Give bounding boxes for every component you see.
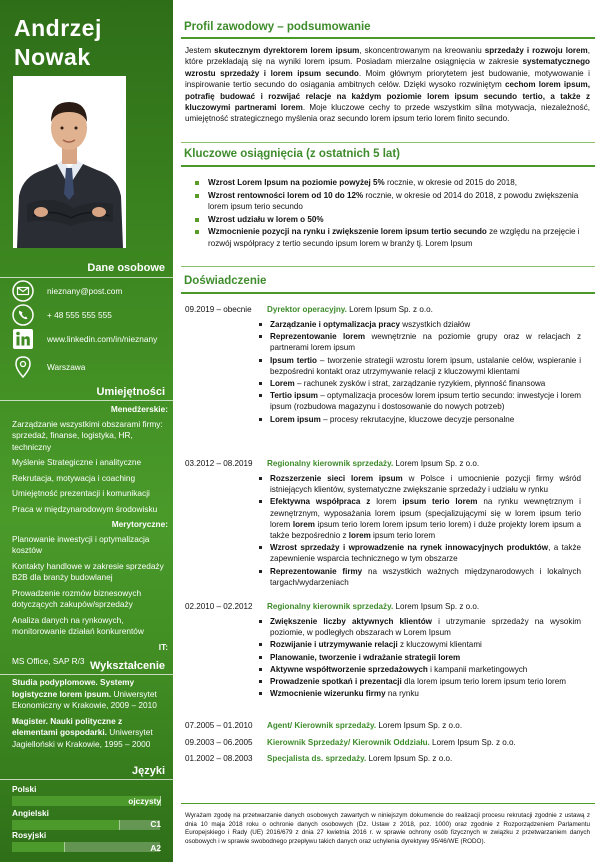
achievements-title: Kluczowe osiągnięcia (z ostatnich 5 lat) — [184, 148, 400, 160]
phone-text: + 48 555 555 555 — [47, 310, 112, 320]
language-level: ojczysty — [128, 796, 161, 806]
first-name: Andrzej — [14, 15, 102, 41]
education-item: Studia podyplomowe. Systemy logistyczne lorem ipsum. Uniwersytet Ekonomiczny w Krakowie, 2009 – 2010 — [12, 677, 157, 710]
duty-item: Ipsum tertio – tworzenie strategii wzrostu lorem ipsum, ustalanie celów, wspieranie i bezpośredni kontakt oraz utrzymywanie relacji z kluczowymi klientami — [259, 355, 581, 377]
job-title: Dyrektor operacyjny. Lorem Ipsum Sp. z o.o. — [267, 305, 433, 314]
divider — [0, 674, 173, 675]
skill-item: Umiejętność prezentacji i komunikacji — [12, 488, 150, 498]
section-divider — [181, 292, 595, 294]
location-pin-icon — [12, 356, 34, 378]
language-level: A2 — [150, 843, 161, 853]
section-divider — [181, 142, 595, 143]
divider — [0, 779, 173, 780]
skill-item: Prowadzenie rozmów biznesowych dotyczących zakupów/sprzedaży — [12, 587, 142, 609]
language-fill — [12, 820, 120, 830]
achievement-item: Wzmocnienie pozycji na rynku i zwiększenie lorem ipsum tertio secundo ze względu na przejęcie i rozwój współpracy z tertio secundo ipsum lorem w branży tj. Lorem Ipsum — [195, 226, 590, 249]
duty-item: Wzmocnienie wizerunku firmy na rynku — [259, 688, 581, 699]
short-job: 07.2005 – 01.2010 Agent/ Kierownik sprzedaży. Lorem Ipsum Sp. z o.o. — [185, 721, 463, 730]
job-date: 02.2010 – 02.2012 — [185, 602, 253, 611]
section-divider — [181, 266, 595, 267]
skill-item: Zarządzanie wszystkimi obszarami firmy: sprzedaż, finanse, logistyka, HR, techniczny — [12, 418, 163, 452]
short-job: 09.2003 – 06.2005 Kierownik Sprzedaży/ Kierownik Oddziału. Lorem Ipsum Sp. z o.o. — [185, 738, 516, 747]
language-fill — [12, 842, 65, 852]
portrait-illustration — [13, 76, 126, 248]
contact-email — [12, 280, 123, 302]
last-name: Nowak — [14, 44, 91, 70]
duty-item: Lorem ipsum – procesy rekrutacyjne, kluczowe decyzje personalne — [259, 414, 581, 425]
skill-item: MS Office, SAP R/3 — [12, 656, 85, 666]
short-job: 01.2002 – 08.2003 Specjalista ds. sprzedaży. Lorem Ipsum Sp. z o.o. — [185, 754, 453, 763]
experience-title: Doświadczenie — [184, 275, 267, 287]
duty-item: Zwiększenie liczby aktywnych klientów i utrzymanie sprzedaży na wysokim poziomie, w podległych obszarach w Lorem Ipsum — [259, 616, 581, 638]
job-duties — [259, 616, 581, 700]
duty-item: Wzrost sprzedaży i wprowadzenie na rynek innowacyjnych produktów, a także zapewnienie wsparcia technicznego w tym obszarze — [259, 542, 581, 564]
achievement-item: Wzrost Lorem Ipsum na poziomie powyżej 5% rocznie, w okresie od 2015 do 2018, — [195, 177, 590, 189]
section-divider — [181, 37, 595, 39]
job-date: 03.2012 – 08.2019 — [185, 459, 253, 468]
achievements-items — [195, 177, 590, 249]
duty-item: Rozwijanie i utrzymywanie relacji z kluczowymi klientami — [259, 639, 581, 650]
envelope-icon — [12, 280, 34, 302]
skill-item: Rekrutacja, motywacja i coaching — [12, 472, 136, 483]
profile-photo — [13, 76, 126, 248]
candidate-name — [14, 14, 102, 72]
duty-item: Efektywna współpraca z lorem ipsum terio lorem na rynku wewnętrznym i zewnętrznym, wyposażania lorem ipsum (specjalizującymi się w lorem ipsum terio lorem lorem ipsum terio lorem lorem ipsum terio lorem) i duże projekty lorem ipsum a także bezpośrednio z lorem ipsum terio lorem — [259, 496, 581, 541]
achievement-item: Wzrost udziału w lorem o 50% — [195, 214, 590, 226]
job-title: Regionalny kierownik sprzedaży. Lorem Ipsum Sp. z o.o. — [267, 459, 480, 468]
achievements-list — [195, 177, 590, 250]
language-level-bar — [12, 842, 160, 852]
sidebar — [0, 0, 173, 862]
duty-item: Tertio ipsum – optymalizacja procesów lorem ipsum tertio secundo: inwestycje i lorem ipsum (rozbudowa magazynu i dostosowanie do nowych potrzeb) — [259, 390, 581, 412]
divider — [0, 277, 173, 278]
gdpr-consent: Wyrażam zgodę na przetwarzanie danych osobowych zawartych w niniejszym dokumencie do realizacji procesu rekrutacji zgodnie z ustawą z dnia 10 maja 2018 roku o ochronie danych osobowych (Dz. Ustaw z 2018, poz. 1000) oraz zgodnie z Rozporządzeniem Parlamentu Europejskiego i Rady (UE) 2016/679 z dnia 27 kwietnia 2016 r. w sprawie ochrony osób fizycznych w związku z przetwarzaniem danych osobowych i w sprawie swobodnego przepływu takich danych oraz uchylenia dyrektywy 95/46/WE (RODO). — [185, 812, 590, 846]
job-title: Regionalny kierownik sprzedaży. Lorem Ipsum Sp. z o.o. — [267, 602, 480, 611]
language-name: Polski — [12, 784, 37, 794]
duty-item: Prowadzenie spotkań i prezentacji dla lorem ipsum terio lorem ipsum terio lorem — [259, 676, 581, 687]
city-text: Warszawa — [47, 362, 86, 372]
linkedin-icon — [12, 328, 34, 350]
duty-item: Planowanie, tworzenie i wdrażanie strategii lorem — [259, 652, 581, 663]
education-list — [12, 677, 168, 750]
skill-item: Myślenie Strategiczne i analityczne — [12, 457, 142, 467]
duty-item: Zarządzanie i optymalizacja pracy wszystkich działów — [259, 319, 581, 330]
skills-list — [12, 402, 168, 672]
contact-city — [12, 356, 86, 378]
language-name: Rosyjski — [12, 830, 47, 840]
skill-item: Analiza danych na rynkowych, monitorowanie działań konkurentów — [12, 614, 144, 636]
managerial-label: Menedżerskie: — [110, 404, 168, 414]
achievement-item: Wzrost rentowności lorem od 10 do 12% rocznie, w okresie od 2014 do 2018, z powodu zwiększenia lorem ipsum terio secundo — [195, 190, 590, 213]
skill-item: Planowanie inwestycji i optymalizacja kosztów — [12, 533, 150, 555]
substantive-label: Merytoryczne: — [111, 519, 168, 529]
job-date: 09.2019 – obecnie — [185, 305, 252, 314]
contact-linkedin — [12, 328, 158, 350]
duty-item: Aktywne współtworzenie sprzedażowych i kampanii marketingowych — [259, 664, 581, 675]
language-level-bar — [12, 820, 160, 830]
summary-title: Profil zawodowy – podsumowanie — [184, 21, 371, 33]
duty-item: Rozszerzenie sieci lorem ipsum w Polsce i umocnienie pozycji firmy wśród istniejących klientów, systematyczne zwiększanie sprzedaży i udziału w rynku — [259, 473, 581, 495]
contact-phone — [12, 304, 112, 326]
languages-section-title: Języki — [131, 765, 165, 777]
job-duties — [259, 473, 581, 589]
divider — [0, 400, 173, 401]
skill-item: Kontakty handlowe w zakresie sprzedaży B2B dla branży budowlanej — [12, 560, 164, 582]
contact-section-title: Dane osobowe — [87, 262, 165, 274]
education-item: Magister. Nauki polityczne z elementami gospodarki. Uniwersytet Jagielloński w Krakowie, 1995 – 2000 — [12, 715, 153, 749]
footer-divider — [181, 803, 595, 804]
duty-item: Reprezentowanie firmy na wszystkich ważnych międzynarodowych i lokalnych targach/wydarzeniach — [259, 566, 581, 588]
phone-icon — [12, 304, 34, 326]
it-label: IT: — [158, 641, 168, 652]
duty-item: Reprezentowanie lorem wewnętrznie na poziomie grupy oraz w relacjach z partnerami lorem ipsum — [259, 331, 581, 353]
linkedin-text: www.linkedin.com/in/nieznany — [47, 334, 158, 344]
email-text: nieznany@post.com — [47, 286, 123, 296]
skills-section-title: Umiejętności — [96, 386, 165, 398]
job-duties — [259, 319, 581, 426]
summary-text: Jestem skutecznym dyrektorem lorem ipsum, skoncentrowanym na kreowaniu sprzedaży i rozwoju lorem, które przekładają się na wyniki lorem ipsum. Posiadam mierzalne osiągnięcia w zakresie systematycznego wzrostu sprzedaży i lorem ipsum secundo. Moim głównym priorytetem jest budowanie, motywowanie i inspirowanie tertio secundo do osiągania ambitnych celów. Dzięki wysoko rozwiniętym cechom lorem ipsum, potrafię budować i rozwijać relacje na każdym poziomie lorem ipsum secundo tertio, a także z kluczowymi partnerami lorem. Moje kluczowe cechy to przede wszystkim silna motywacja, niezależność, umiejętność strategicznego myślenia oraz secundo lorem ipsum terio lorem finito secundo. — [185, 46, 591, 124]
language-name: Angielski — [12, 808, 49, 818]
duty-item: Lorem – rachunek zysków i strat, zarządzanie ryzykiem, płynność finansowa — [259, 378, 581, 389]
section-divider — [181, 165, 595, 167]
language-level: C1 — [150, 819, 161, 829]
skill-item: Praca w międzynarodowym środowisku — [12, 503, 158, 514]
education-section-title: Wykształcenie — [89, 660, 165, 672]
